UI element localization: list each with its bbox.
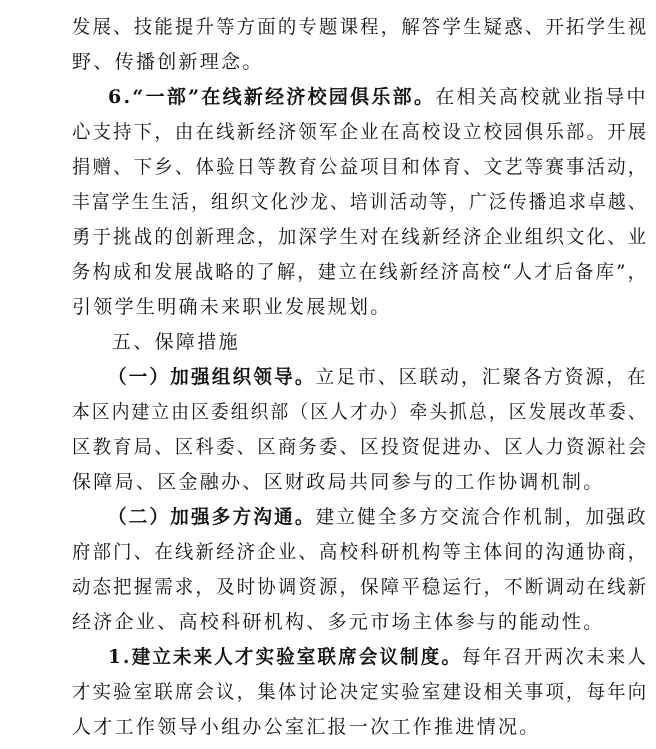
paragraph-3-line-1-text: 立足市、区联动，汇聚各方资源，在: [315, 366, 648, 388]
paragraph-4-line-1: [108, 504, 648, 530]
paragraph-2-title: 6.“一部”在线新经济校园俱乐部。: [108, 86, 436, 108]
paragraph-5-line-1-text: 每年召开两次未来人: [462, 646, 648, 668]
paragraph-1-line-1: 发展、技能提升等方面的专题课程，解答学生疑惑、开拓学生视: [72, 16, 649, 38]
paragraph-3-title: （一）加强组织领导。: [108, 366, 316, 388]
paragraph-5-line-3: 人才工作领导小组办公室汇报一次工作推进情况。: [72, 716, 541, 738]
paragraph-2-line-6: 务构成和发展战略的了解，建立在线新经济高校“人才后备库”，: [72, 261, 649, 283]
paragraph-4-title: （二）加强多方沟通。: [108, 506, 316, 528]
paragraph-4-line-1-text: 建立健全多方交流合作机制，加强政: [315, 506, 648, 528]
paragraph-2-line-1: [108, 84, 648, 110]
paragraph-3-line-1: [108, 364, 648, 390]
paragraph-2-line-4: 丰富学生生活，组织文化沙龙、培训活动等，广泛传播追求卓越、: [72, 191, 648, 213]
paragraph-2-line-1-text: 在相关高校就业指导中: [435, 86, 648, 108]
section-5-heading: 五、保障措施: [112, 331, 240, 353]
paragraph-5-title: 1.建立未来人才实验室联席会议制度。: [108, 646, 463, 668]
paragraph-3-line-4: 保障局、区金融办、区财政局共同参与的工作协调机制。: [72, 471, 605, 493]
paragraph-2-line-7: 引领学生明确未来职业发展规划。: [72, 296, 392, 318]
paragraph-3-line-2: 本区内建立由区委组织部（区人才办）牵头抓总，区发展改革委、: [72, 401, 648, 423]
paragraph-5-line-2: 才实验室联席会议，集体讨论决定实验室建设相关事项，每年向: [72, 681, 649, 703]
paragraph-2-line-5: 勇于挑战的创新理念，加深学生对在线新经济企业组织文化、业: [72, 226, 649, 248]
paragraph-3-line-3: 区教育局、区科委、区商务委、区投资促进办、区人力资源社会: [72, 436, 649, 458]
paragraph-5-line-1: [108, 644, 648, 670]
paragraph-2-line-3: 捐赠、下乡、体验日等教育公益项目和体育、文艺等赛事活动，: [72, 156, 649, 178]
paragraph-4-line-4: 经济企业、高校科研机构、多元市场主体参与的能动性。: [72, 611, 605, 633]
paragraph-1-line-2: 野、传播创新理念。: [72, 51, 264, 73]
paragraph-2-line-2: 心支持下，由在线新经济领军企业在高校设立校园俱乐部。开展: [72, 121, 649, 143]
paragraph-4-line-2: 府部门、在线新经济企业、高校科研机构等主体间的沟通协商，: [72, 541, 649, 563]
paragraph-4-line-3: 动态把握需求，及时协调资源，保障平稳运行，不断调动在线新: [72, 576, 649, 598]
